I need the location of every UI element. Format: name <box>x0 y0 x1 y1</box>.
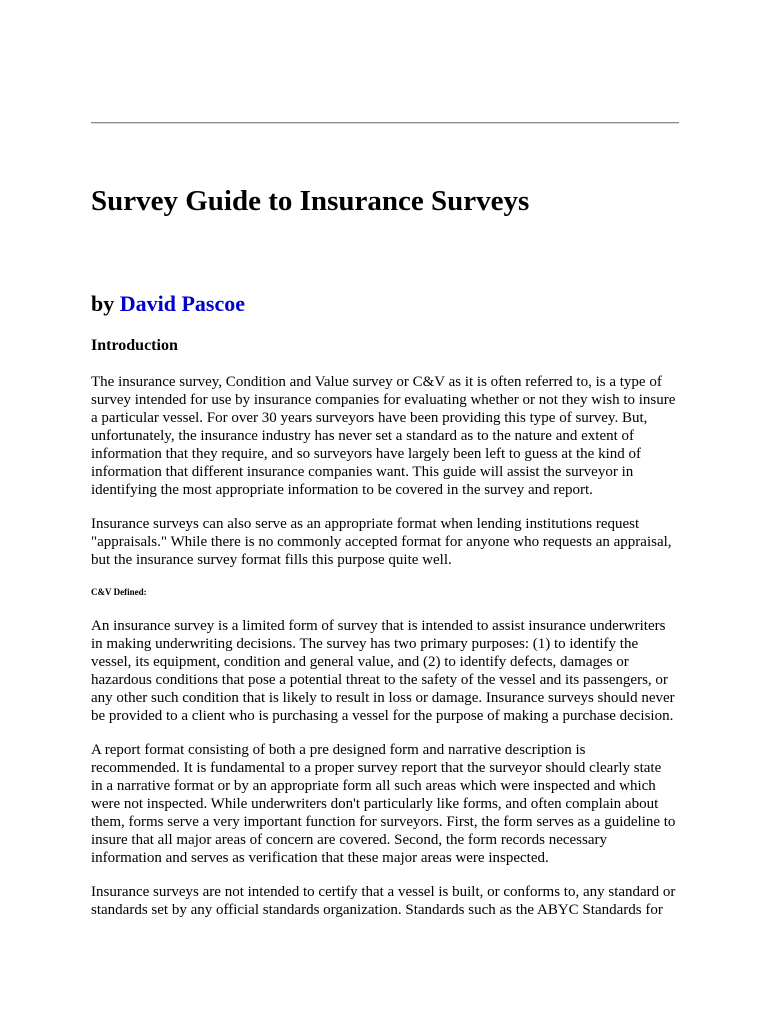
horizontal-rule <box>91 122 679 124</box>
paragraph-line: in making underwriting decisions. The survey has two primary purposes: (1) to identify the <box>91 636 639 652</box>
paragraph-line: A report format consisting of both a pre designed form and narrative description is <box>91 742 586 758</box>
paragraph-line: recommended. It is fundamental to a proper survey report that the surveyor should clearly state <box>91 760 662 776</box>
paragraph-line: vessel, its equipment, condition and general value, and (2) to identify defects, damages or <box>91 654 629 670</box>
paragraph-line: but the insurance survey format fills this purpose quite well. <box>91 552 452 568</box>
paragraph-line: be provided to a client who is purchasing a vessel for the purpose of making a purchase decision. <box>91 708 674 724</box>
paragraph-3 <box>91 617 687 725</box>
paragraph-line: insure that all major areas of concern are covered. Second, the form records necessary <box>91 832 608 848</box>
paragraph-line: An insurance survey is a limited form of survey that is intended to assist insurance underwriters <box>91 618 666 634</box>
introduction-heading: Introduction <box>91 337 178 354</box>
paragraph-line: in a narrative format or by an appropriate form all such areas which were inspected and which <box>91 778 656 794</box>
paragraph-4 <box>91 741 687 867</box>
paragraph-line: were not inspected. While underwriters don't particularly like forms, and often complain about <box>91 796 659 812</box>
author-link[interactable]: David Pascoe <box>119 291 246 316</box>
paragraph-line: information and serves as verification that these major areas were inspected. <box>91 850 549 866</box>
paragraph-line: information that they require, and so surveyors have largely been left to guess at the kind of <box>91 446 641 462</box>
paragraph-1 <box>91 373 687 499</box>
paragraph-5 <box>91 883 687 919</box>
paragraph-line: unfortunately, the insurance industry has never set a standard as to the nature and extent of <box>91 428 635 444</box>
paragraph-line: identifying the most appropriate information to be covered in the survey and report. <box>91 482 593 498</box>
document-title: Survey Guide to Insurance Surveys <box>91 185 530 217</box>
cv-defined-heading: C&V Defined: <box>91 587 147 597</box>
byline-prefix: by <box>91 291 115 316</box>
byline <box>91 290 245 318</box>
paragraph-line: standards set by any official standards organization. Standards such as the ABYC Standards for <box>91 902 663 918</box>
paragraph-line: them, forms serve a very important function for surveyors. First, the form serves as a guideline to <box>91 814 676 830</box>
paragraph-line: Insurance surveys can also serve as an appropriate format when lending institutions request <box>91 516 640 532</box>
paragraph-line: "appraisals." While there is no commonly accepted format for anyone who requests an appraisal, <box>91 534 672 550</box>
paragraph-line: survey intended for use by insurance companies for evaluating whether or not they wish to insure <box>91 392 676 408</box>
paragraph-line: any other such condition that is likely to result in loss or damage. Insurance surveys should never <box>91 690 675 706</box>
paragraph-line: Insurance surveys are not intended to certify that a vessel is built, or conforms to, any standard or <box>91 884 676 900</box>
paragraph-line: information that different insurance companies want. This guide will assist the surveyor in <box>91 464 634 480</box>
paragraph-line: a particular vessel. For over 30 years surveyors have been providing this type of survey. But, <box>91 410 648 426</box>
paragraph-2 <box>91 515 687 569</box>
paragraph-line: The insurance survey, Condition and Value survey or C&V as it is often referred to, is a type of <box>91 374 662 390</box>
paragraph-line: hazardous conditions that pose a potential threat to the safety of the vessel and its passengers, or <box>91 672 668 688</box>
